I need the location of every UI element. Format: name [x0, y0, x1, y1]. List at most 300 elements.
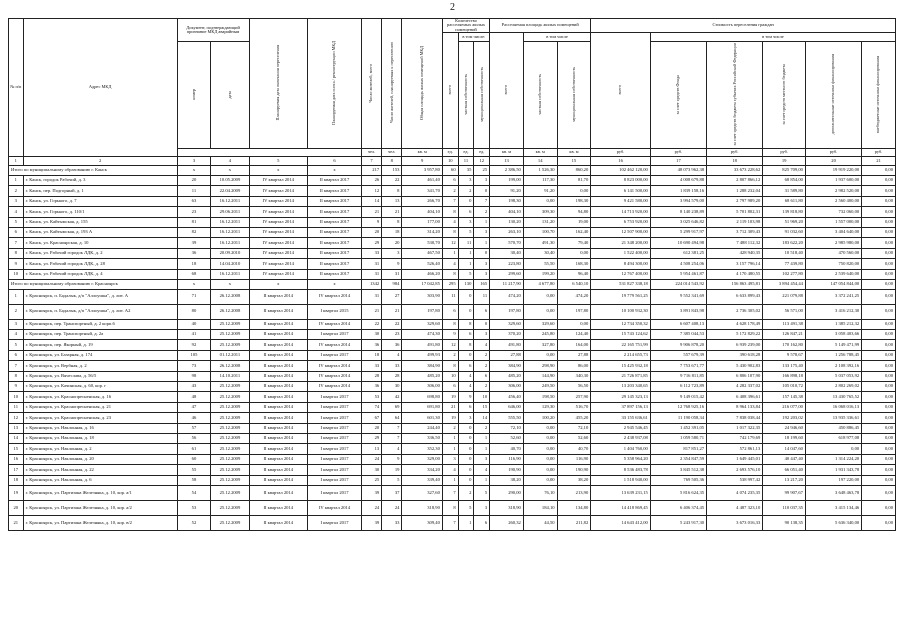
table-cell: II квартал 2014: [249, 500, 307, 515]
table-cell: 3 648 463,78: [805, 485, 861, 500]
table-cell: 0,00: [862, 485, 896, 500]
header-total-area: Общая площадь жилых помещений МКД: [402, 19, 442, 149]
table-cell: 0,00: [862, 515, 896, 530]
table-cell: 0,00: [862, 454, 896, 464]
table-cell: 7: [474, 196, 490, 206]
table-cell: 19 779 561,25: [591, 289, 651, 304]
table-cell: 13 935 336,61: [805, 413, 861, 423]
table-cell: 4: [442, 259, 458, 269]
table-cell: 40 447,40: [763, 454, 806, 464]
resettlement-table: [8, 18, 896, 531]
table-cell: 8: [458, 340, 474, 350]
table-cell: 4: [442, 217, 458, 227]
table-cell: 2: [9, 304, 24, 319]
table-cell: IV квартал 2014: [249, 227, 307, 237]
header-count-municipal: муниципальная собственность: [474, 42, 490, 149]
table-cell: 461,40: [402, 175, 442, 185]
table-cell: 53: [177, 500, 211, 515]
table-cell: 4: [382, 444, 402, 454]
table-cell: 329,00: [402, 454, 442, 464]
table-cell: 339,40: [402, 475, 442, 485]
section-total-row: [9, 279, 896, 289]
table-cell: IV квартал 2014: [249, 248, 307, 258]
table-cell: 1 649 445,01: [707, 454, 763, 464]
table-cell: 12: [442, 238, 458, 248]
table-cell: 769 505,36: [650, 475, 706, 485]
table-row: [9, 392, 896, 402]
table-cell: 9 149 015,42: [650, 392, 706, 402]
table-row: [9, 361, 896, 371]
table-cell: 20.09.2010: [211, 248, 249, 258]
table-cell: 57: [177, 423, 211, 433]
unit-cell: кв. м: [557, 149, 591, 157]
section-total-cell: х: [249, 279, 307, 289]
table-cell: 16.12.2011: [211, 269, 249, 279]
column-number: 3: [177, 157, 211, 166]
table-cell: 198,30: [490, 196, 524, 206]
table-cell: 14: [9, 433, 24, 443]
table-cell: 10: [9, 269, 24, 279]
table-cell: 3 372 241,25: [805, 289, 861, 304]
table-cell: 10 518,40: [763, 248, 806, 258]
table-cell: 404,10: [402, 207, 442, 217]
table-cell: 5 954 461,87: [650, 269, 706, 279]
section-total-cell: 35: [458, 166, 474, 176]
table-cell: 9 578,67: [763, 350, 806, 360]
header-area-rooms: Расселяемая площадь жилых помещений: [490, 19, 591, 33]
table-cell: 1 518 940,00: [591, 475, 651, 485]
table-cell: 4: [458, 371, 474, 381]
table-cell: 55: [177, 465, 211, 475]
table-cell: 555,50: [490, 413, 524, 423]
table-cell: 0,00: [862, 444, 896, 454]
table-cell: 6 753 920,00: [591, 217, 651, 227]
table-header: [9, 19, 896, 157]
table-cell: 129,30: [523, 402, 557, 412]
table-cell: 691,80: [402, 402, 442, 412]
table-row: [9, 465, 896, 475]
header-count-incl: в том числе:: [458, 33, 490, 42]
table-cell: 12: [442, 340, 458, 350]
header-count-total: всего: [442, 33, 458, 149]
header-count-private: частная собственность: [458, 42, 474, 149]
table-cell: II квартал 2017: [308, 207, 362, 217]
table-cell: 0,00: [523, 454, 557, 464]
table-cell: 4: [474, 465, 490, 475]
table-cell: 4 628 178,49: [707, 319, 763, 329]
table-cell: II квартал 2014: [249, 361, 307, 371]
table-cell: 4: [9, 330, 24, 340]
table-cell: 11: [474, 289, 490, 304]
unit-cell: чел.: [361, 149, 381, 157]
table-cell: 33: [361, 361, 381, 371]
table-cell: 7: [382, 433, 402, 443]
table-cell: 3: [474, 259, 490, 269]
table-row: [9, 186, 896, 196]
section-total-cell: 984: [382, 279, 402, 289]
section-total-cell: 860,20: [557, 166, 591, 176]
table-cell: 8: [442, 361, 458, 371]
table-cell: 6 607 408,13: [650, 319, 706, 329]
table-cell: 134,80: [557, 500, 591, 515]
address-cell: г. Канск, ул. Кайтымская, д. 155: [23, 217, 177, 227]
section-total-cell: х: [177, 279, 211, 289]
table-cell: 0,00: [862, 402, 896, 412]
table-cell: 26.12.2008: [211, 361, 249, 371]
address-cell: г. Красноярск, ул. Вербная, д. 2: [23, 361, 177, 371]
table-cell: 3: [442, 454, 458, 464]
table-cell: 58: [177, 475, 211, 485]
table-cell: 1: [474, 433, 490, 443]
header-residents-planned: Число жителей, планируемых к переселению: [382, 19, 402, 149]
table-cell: 10.05.2009: [211, 175, 249, 185]
table-cell: 0: [474, 248, 490, 258]
table-cell: 5 701 802,31: [707, 207, 763, 217]
table-cell: 3 404 640,00: [805, 227, 861, 237]
table-cell: 13 203 340,65: [591, 382, 651, 392]
table-cell: 73: [177, 361, 211, 371]
table-cell: 22.04.2009: [211, 186, 249, 196]
column-number: 5: [249, 157, 307, 166]
table-cell: 15: [9, 444, 24, 454]
table-cell: 55,50: [523, 259, 557, 269]
table-cell: 2 945 546,45: [591, 423, 651, 433]
table-cell: 8 964 133,84: [707, 402, 763, 412]
table-cell: I квартал 2017: [308, 444, 362, 454]
table-cell: 36: [361, 382, 381, 392]
table-cell: II квартал 2014: [249, 444, 307, 454]
table-cell: 4 282 337,02: [707, 382, 763, 392]
section-total-cell: х: [249, 166, 307, 176]
header-area-private: частная собственность: [523, 42, 557, 149]
table-cell: 20: [361, 423, 381, 433]
table-cell: 31: [361, 259, 381, 269]
table-cell: 199,00: [490, 175, 524, 185]
table-cell: 8: [442, 207, 458, 217]
table-cell: 6 406 374,45: [650, 500, 706, 515]
table-cell: 2: [474, 382, 490, 392]
table-row: [9, 413, 896, 423]
table-cell: 3: [458, 413, 474, 423]
table-cell: 40,70: [490, 444, 524, 454]
table-cell: 3: [9, 319, 24, 329]
table-cell: 299,60: [490, 269, 524, 279]
table-cell: 2 982 520,00: [805, 186, 861, 196]
table-cell: 68: [177, 269, 211, 279]
table-cell: 4 074 235,35: [707, 485, 763, 500]
table-cell: 38,20: [490, 475, 524, 485]
table-cell: 5: [382, 475, 402, 485]
header-count-rooms: Количество расселяемых жилых помещений: [442, 19, 489, 33]
table-cell: I квартал 2017: [308, 485, 362, 500]
table-cell: 9: [442, 330, 458, 340]
table-cell: 4: [9, 207, 24, 217]
table-cell: 25.12.2009: [211, 319, 249, 329]
table-cell: 3: [458, 175, 474, 185]
table-cell: 01.12.2011: [211, 350, 249, 360]
table-cell: 2 985 980,00: [805, 238, 861, 248]
table-cell: 25.12.2009: [211, 402, 249, 412]
table-cell: 5: [458, 227, 474, 237]
table-cell: 474,30: [402, 330, 442, 340]
table-cell: 168,30: [557, 259, 591, 269]
table-cell: 39: [361, 515, 381, 530]
address-cell: г. Красноярск, п. Бадалык, д/п "Аллоушка", д. лит. А2: [23, 304, 177, 319]
table-cell: 4 170 480,55: [707, 269, 763, 279]
table-cell: 7 753 671,77: [650, 361, 706, 371]
table-cell: 303,90: [402, 289, 442, 304]
table-cell: 0,00: [805, 444, 861, 454]
table-cell: 0,00: [862, 413, 896, 423]
table-cell: IV квартал 2014: [308, 371, 362, 381]
table-cell: 6: [442, 382, 458, 392]
section-total-cell: 6 540,10: [557, 279, 591, 289]
address-cell: г. Красноярск, ул. Наклонная, д. 18: [23, 433, 177, 443]
table-row: [9, 382, 896, 392]
table-cell: 0,00: [862, 361, 896, 371]
table-cell: 3 845 512,38: [650, 465, 706, 475]
table-cell: 0,00: [862, 207, 896, 217]
table-cell: IV квартал 2014: [308, 382, 362, 392]
unit-cell: руб.: [591, 149, 651, 157]
unit-cell: руб.: [862, 149, 896, 157]
unit-cell: кв. м: [402, 149, 442, 157]
table-cell: 0,00: [862, 304, 896, 319]
table-cell: 199,20: [523, 269, 557, 279]
header-residents: Число жителей, всего: [361, 19, 381, 149]
table-cell: 1: [442, 475, 458, 485]
table-cell: 314,20: [402, 227, 442, 237]
table-cell: 80: [177, 304, 211, 319]
header-area-total: всего: [490, 33, 524, 149]
unit-cell: руб.: [805, 149, 861, 157]
table-cell: 456,40: [490, 392, 524, 402]
header-cost-local: за счет средств местного бюджета: [763, 42, 806, 149]
table-cell: 69: [382, 402, 402, 412]
table-cell: 15: [474, 402, 490, 412]
table-cell: 29 145 323,13: [591, 392, 651, 402]
table-cell: 11: [9, 402, 24, 412]
table-cell: 19: [442, 392, 458, 402]
table-cell: 0: [458, 423, 474, 433]
table-cell: 72,10: [557, 423, 591, 433]
header-cost-region: за счет средств бюджета субъекта Российской Федерации: [707, 42, 763, 149]
table-cell: 21: [9, 515, 24, 530]
table-row: [9, 304, 896, 319]
table-cell: 0,00: [862, 500, 896, 515]
table-cell: 12: [361, 186, 381, 196]
table-cell: 14 418 869,45: [591, 500, 651, 515]
table-cell: 40: [177, 319, 211, 329]
table-cell: 4 008 679,88: [650, 175, 706, 185]
table-cell: 30: [361, 330, 381, 340]
table-cell: 8 140 238,89: [650, 207, 706, 217]
table-cell: 0: [458, 304, 474, 319]
table-cell: 467,50: [402, 248, 442, 258]
header-cost-nonbudget: внебюджетные источники финансирования: [862, 42, 896, 149]
table-cell: I квартал 2017: [308, 413, 362, 423]
table-cell: 6: [9, 227, 24, 237]
table-cell: 6: [458, 330, 474, 340]
column-number: 13: [490, 157, 524, 166]
header-cost: Стоимость переселения граждан: [591, 19, 896, 33]
table-cell: 39: [177, 238, 211, 248]
address-cell: г. Красноярск, ул. Наклонная, д. 20: [23, 454, 177, 464]
table-cell: 0,00: [862, 186, 896, 196]
table-cell: I квартал 2017: [308, 454, 362, 464]
table-cell: 98: [177, 371, 211, 381]
table-cell: 329,60: [402, 319, 442, 329]
column-number: 18: [707, 157, 763, 166]
table-cell: 7: [9, 238, 24, 248]
table-cell: 5 037 053,92: [805, 371, 861, 381]
table-cell: 190,90: [557, 465, 591, 475]
table-cell: 2 736 305,02: [707, 304, 763, 319]
section-total-cell: х: [211, 279, 249, 289]
table-cell: 5 172 829,22: [707, 330, 763, 340]
table-cell: 0,00: [862, 248, 896, 258]
address-cell: г. Красноярск, ул. Наклонная, д. 16: [23, 423, 177, 433]
table-cell: 1: [458, 259, 474, 269]
table-cell: 4: [474, 340, 490, 350]
table-cell: 0,00: [523, 444, 557, 454]
table-row: [9, 289, 896, 304]
table-cell: 9: [9, 259, 24, 269]
table-row: [9, 196, 896, 206]
table-cell: 113 491,38: [763, 319, 806, 329]
table-cell: 329,60: [523, 319, 557, 329]
column-number: 20: [805, 157, 861, 166]
table-cell: 130,20: [490, 217, 524, 227]
table-cell: 0,00: [862, 227, 896, 237]
table-cell: 27: [382, 289, 402, 304]
table-cell: 68 854,00: [763, 175, 806, 185]
table-cell: 12 768 925,16: [650, 402, 706, 412]
section-total-cell: 11 217,90: [490, 279, 524, 289]
table-cell: 7 488 112,32: [707, 238, 763, 248]
table-cell: IV квартал 2014: [308, 319, 362, 329]
table-cell: 2: [442, 186, 458, 196]
column-number: 21: [862, 157, 896, 166]
address-cell: г. Красноярск, п. Бадалык, д/п "Аллоушка", д. лит. А: [23, 289, 177, 304]
table-row: [9, 248, 896, 258]
table-cell: 327,80: [523, 340, 557, 350]
table-row: [9, 217, 896, 227]
table-cell: 22: [382, 319, 402, 329]
table-cell: 27,88: [490, 350, 524, 360]
table-cell: 56 571,00: [763, 304, 806, 319]
table-cell: 53: [361, 392, 381, 402]
table-cell: 0: [474, 186, 490, 196]
table-cell: 26.12.2008: [211, 289, 249, 304]
table-cell: 8: [442, 500, 458, 515]
section-total-cell: 531 827 338,18: [591, 279, 651, 289]
table-cell: 0,00: [862, 196, 896, 206]
address-cell: г. Красноярск, пер. Транспортный, д. 2а: [23, 330, 177, 340]
table-row: [9, 402, 896, 412]
table-cell: I квартал 2017: [308, 392, 362, 402]
table-cell: 25.12.2009: [211, 515, 249, 530]
table-cell: 428 940,35: [707, 248, 763, 258]
address-cell: г. Канск, ул. Рабочий городок ЛДК, д. 2: [23, 248, 177, 258]
column-number: 15: [557, 157, 591, 166]
table-cell: 9: [9, 382, 24, 392]
table-cell: 60: [177, 454, 211, 464]
table-cell: 0: [458, 444, 474, 454]
table-cell: 24: [361, 500, 381, 515]
table-cell: 1 404 760,00: [591, 444, 651, 454]
table-cell: 9 716 811,85: [650, 371, 706, 381]
section-total-cell: 0,00: [862, 166, 896, 176]
table-row: [9, 454, 896, 464]
table-cell: 7: [382, 423, 402, 433]
table-cell: 404,10: [490, 207, 524, 217]
table-cell: 117,30: [523, 175, 557, 185]
table-cell: 22 165 751,99: [591, 340, 651, 350]
table-cell: 0,00: [862, 269, 896, 279]
table-row: [9, 371, 896, 381]
table-cell: 0,00: [523, 465, 557, 475]
table-cell: 25.12.2009: [211, 382, 249, 392]
table-cell: 1: [9, 175, 24, 185]
table-cell: 54: [177, 485, 211, 500]
table-cell: 16: [9, 454, 24, 464]
table-cell: 1: [474, 217, 490, 227]
table-cell: 0,00: [862, 392, 896, 402]
section-total-cell: 147 054 844,00: [805, 279, 861, 289]
unit-cell: ед.: [458, 149, 474, 157]
table-cell: 6 408 396,61: [707, 392, 763, 402]
table-cell: II квартал 2017: [308, 175, 362, 185]
table-cell: 76,10: [523, 485, 557, 500]
table-row: [9, 475, 896, 485]
table-cell: II квартал 2017: [308, 186, 362, 196]
table-cell: 0,00: [523, 350, 557, 360]
table-cell: 46: [177, 413, 211, 423]
table-cell: 7: [442, 485, 458, 500]
table-cell: IV квартал 2014: [249, 217, 307, 227]
table-cell: 166 898,18: [763, 371, 806, 381]
table-cell: II квартал 2014: [249, 465, 307, 475]
table-cell: II квартал 2014: [249, 402, 307, 412]
table-cell: 15 743 124,62: [591, 330, 651, 340]
address-cell: г. Красноярск, ул. Партизана Железняка, д. 10, кор. а/2: [23, 500, 177, 515]
table-body: [9, 157, 896, 531]
table-cell: 216 077,00: [763, 402, 806, 412]
table-cell: 71: [177, 289, 211, 304]
table-cell: II квартал 2014: [249, 340, 307, 350]
table-cell: 29: [361, 433, 381, 443]
table-cell: 177,00: [402, 217, 442, 227]
table-cell: 13: [9, 423, 24, 433]
table-cell: 0,00: [862, 475, 896, 485]
table-cell: 26.12.2008: [211, 304, 249, 319]
table-cell: 91,20: [490, 186, 524, 196]
table-row: [9, 340, 896, 350]
table-cell: 223,80: [490, 259, 524, 269]
table-cell: 3: [474, 330, 490, 340]
table-cell: IV квартал 2014: [249, 207, 307, 217]
table-cell: 36: [382, 340, 402, 350]
table-cell: 263,10: [490, 227, 524, 237]
table-cell: 144,90: [523, 371, 557, 381]
header-planned-date: Планируемая дата окончания переселения: [249, 19, 307, 149]
table-cell: 309,30: [523, 207, 557, 217]
header-area-incl: в том числе: [523, 33, 590, 42]
table-cell: 538 997,42: [707, 475, 763, 485]
column-number: 17: [650, 157, 706, 166]
table-cell: 1: [442, 248, 458, 258]
